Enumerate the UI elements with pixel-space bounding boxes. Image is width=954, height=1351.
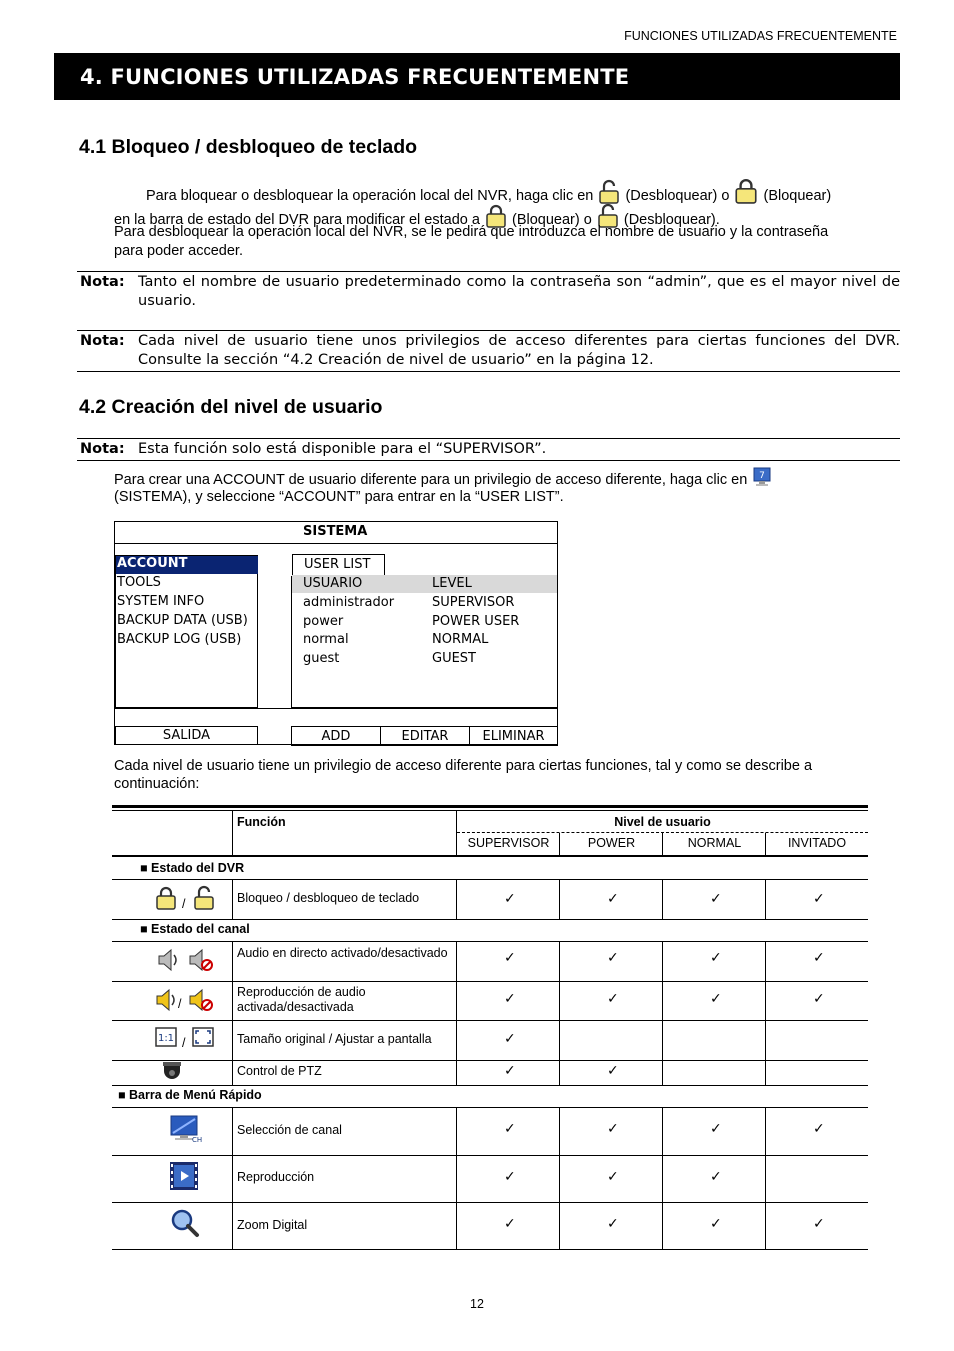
paragraph-account-1: Para crear una ACCOUNT de usuario diferente para un privilegio de acceso diferente, haga clic en 7	[114, 466, 773, 493]
check-mark: ✓	[813, 891, 825, 907]
ptz-camera-icon	[161, 1061, 183, 1086]
check-mark: ✓	[607, 991, 619, 1007]
section-dvr-status: ■ Estado del DVR	[140, 861, 245, 875]
check-mark: ✓	[607, 1121, 619, 1137]
section-title-4-1: 4.1 Bloqueo / desbloqueo de teclado	[79, 136, 418, 158]
sistema-panel	[114, 521, 558, 745]
lock-icon	[733, 178, 759, 209]
user-name[interactable]: normal	[303, 632, 349, 647]
check-mark: ✓	[504, 1169, 516, 1185]
column-level: LEVEL	[432, 576, 472, 591]
svg-text:CH: CH	[192, 1136, 203, 1144]
user-level: POWER USER	[432, 614, 520, 629]
system-icon	[751, 466, 773, 493]
menu-item-system-info[interactable]: SYSTEM INFO	[117, 594, 205, 609]
tab-user-list[interactable]: USER LIST	[292, 554, 385, 577]
check-mark: ✓	[504, 1121, 516, 1137]
note-supervisor-only: Nota: Esta función solo está disponible para el “SUPERVISOR”.	[77, 438, 900, 461]
check-mark: ✓	[607, 1169, 619, 1185]
check-mark: ✓	[504, 1216, 516, 1232]
row-label: Tamaño original / Ajustar a pantalla	[237, 1032, 432, 1046]
check-mark: ✓	[504, 1063, 516, 1079]
check-mark: ✓	[710, 1169, 722, 1185]
check-mark: ✓	[504, 891, 516, 907]
check-mark: ✓	[607, 891, 619, 907]
chapter-title: 4. FUNCIONES UTILIZADAS FRECUENTEMENTE	[54, 53, 900, 100]
check-mark: ✓	[710, 950, 722, 966]
section-channel-status: ■ Estado del canal	[140, 922, 250, 936]
playback-film-icon	[169, 1161, 199, 1194]
add-button[interactable]: ADD	[291, 726, 381, 746]
check-mark: ✓	[710, 891, 722, 907]
speaker-icon	[156, 947, 180, 976]
check-mark: ✓	[607, 1063, 619, 1079]
user-level: NORMAL	[432, 632, 489, 647]
user-level: GUEST	[432, 651, 476, 666]
check-mark: ✓	[504, 1031, 516, 1047]
svg-text:1:1: 1:1	[157, 1033, 175, 1044]
column-function: Función	[237, 815, 286, 829]
check-mark: ✓	[607, 950, 619, 966]
level-normal: NORMAL	[687, 836, 742, 850]
row-label: Selección de canal	[237, 1123, 342, 1137]
speaker-yellow-muted-icon	[188, 987, 214, 1016]
menu-item-backup-data[interactable]: BACKUP DATA (USB)	[117, 613, 248, 628]
row-label: Bloqueo / desbloqueo de teclado	[237, 891, 420, 905]
check-mark: ✓	[504, 991, 516, 1007]
speaker-yellow-icon	[154, 987, 178, 1016]
check-mark: ✓	[504, 950, 516, 966]
user-name[interactable]: administrador	[303, 595, 395, 610]
speaker-muted-icon	[188, 947, 214, 976]
paragraph-lock-3: Para desbloquear la operación local del NVR, se le pedirá que introduzca el nombre de usuario y la contraseña	[114, 224, 829, 240]
level-invitado: INVITADO	[787, 836, 847, 850]
original-size-icon	[155, 1027, 177, 1050]
row-label: Reproducción	[237, 1170, 315, 1184]
channel-monitor-icon	[170, 1113, 203, 1146]
level-supervisor: SUPERVISOR	[467, 836, 550, 850]
level-power: POWER	[587, 836, 636, 850]
fit-screen-icon	[192, 1027, 214, 1050]
paragraph-lock-4: para poder acceder.	[114, 243, 243, 259]
delete-button[interactable]: ELIMINAR	[469, 726, 558, 746]
check-mark: ✓	[813, 991, 825, 1007]
row-label: Reproducción de audio activada/desactivada	[237, 985, 366, 1014]
user-name[interactable]: guest	[303, 651, 340, 666]
section-quick-menu: ■ Barra de Menú Rápido	[118, 1088, 262, 1102]
running-header: FUNCIONES UTILIZADAS FRECUENTEMENTE	[624, 29, 897, 43]
check-mark: ✓	[813, 1121, 825, 1137]
svg-text:7: 7	[759, 471, 766, 481]
user-name[interactable]: power	[303, 614, 344, 629]
column-user: USUARIO	[303, 576, 363, 591]
check-mark: ✓	[813, 1216, 825, 1232]
edit-button[interactable]: EDITAR	[380, 726, 470, 746]
paragraph-lock-1: Para bloquear o desbloquear la operación local del NVR, haga clic en (Desbloquear) o (Bloquear)	[146, 178, 831, 209]
paragraph-account-2: (SISTEMA), y seleccione “ACCOUNT” para entrar en la “USER LIST”.	[114, 489, 564, 505]
check-mark: ✓	[607, 1216, 619, 1232]
column-user-level: Nivel de usuario	[614, 815, 711, 829]
page-number: 12	[470, 1297, 484, 1311]
note-user-levels: Nota: Cada nivel de usuario tiene unos privilegios de acceso diferentes para ciertas funciones del DVR. Consulte la sección “4.2 Creación de nivel de usuario” en la página 12.	[77, 330, 900, 372]
sistema-title: SISTEMA	[303, 524, 368, 539]
privileges-table: Función Nivel de usuario SUPERVISOR POWER NORMAL INVITADO ■ Estado del DVR / Bloqueo / desbloqueo de teclado ■ Estado del canal Audio en directo activado/desactivado / Reproducción de audio activada/desactivada 1:1 / Tamaño original / Ajustar a pantalla Control de PTZ ■ Barra de Menú Rápido CH Selección de canal Reproducción Zoom Digital ✓ ✓ ✓ ✓ ✓ ✓ ✓ ✓ ✓ ✓ ✓ ✓ ✓ ✓ ✓ ✓ ✓ ✓ ✓ ✓ ✓ ✓ ✓ ✓ ✓ ✓	[112, 805, 868, 1255]
section-title-4-2: 4.2 Creación del nivel de usuario	[79, 396, 383, 418]
paragraph-lock-2: en la barra de estado del DVR para modificar el estado a (Bloquear) o (Desbloquear).	[114, 204, 720, 233]
menu-item-tools[interactable]: TOOLS	[117, 575, 161, 590]
unlock-icon	[192, 886, 216, 913]
check-mark: ✓	[710, 1121, 722, 1137]
user-level: SUPERVISOR	[432, 595, 515, 610]
menu-item-account[interactable]: ACCOUNT	[116, 556, 258, 574]
check-mark: ✓	[710, 991, 722, 1007]
row-label: Audio en directo activado/desactivado	[237, 946, 448, 960]
zoom-magnifier-icon	[170, 1208, 200, 1241]
menu-item-backup-log[interactable]: BACKUP LOG (USB)	[117, 632, 242, 647]
lock-icon	[154, 886, 178, 913]
note-default-password: Nota: Tanto el nombre de usuario predeterminado como la contraseña son “admin”, que es el mayor nivel de usuario.	[77, 271, 900, 311]
exit-button[interactable]: SALIDA	[115, 726, 258, 745]
check-mark: ✓	[710, 1216, 722, 1232]
row-label: Zoom Digital	[237, 1218, 308, 1232]
row-label: Control de PTZ	[237, 1064, 322, 1078]
paragraph-privileges-2: continuación:	[114, 776, 200, 792]
paragraph-privileges-1: Cada nivel de usuario tiene un privilegio de acceso diferente para ciertas funciones, tal y como se describe a	[114, 758, 813, 774]
check-mark: ✓	[813, 950, 825, 966]
